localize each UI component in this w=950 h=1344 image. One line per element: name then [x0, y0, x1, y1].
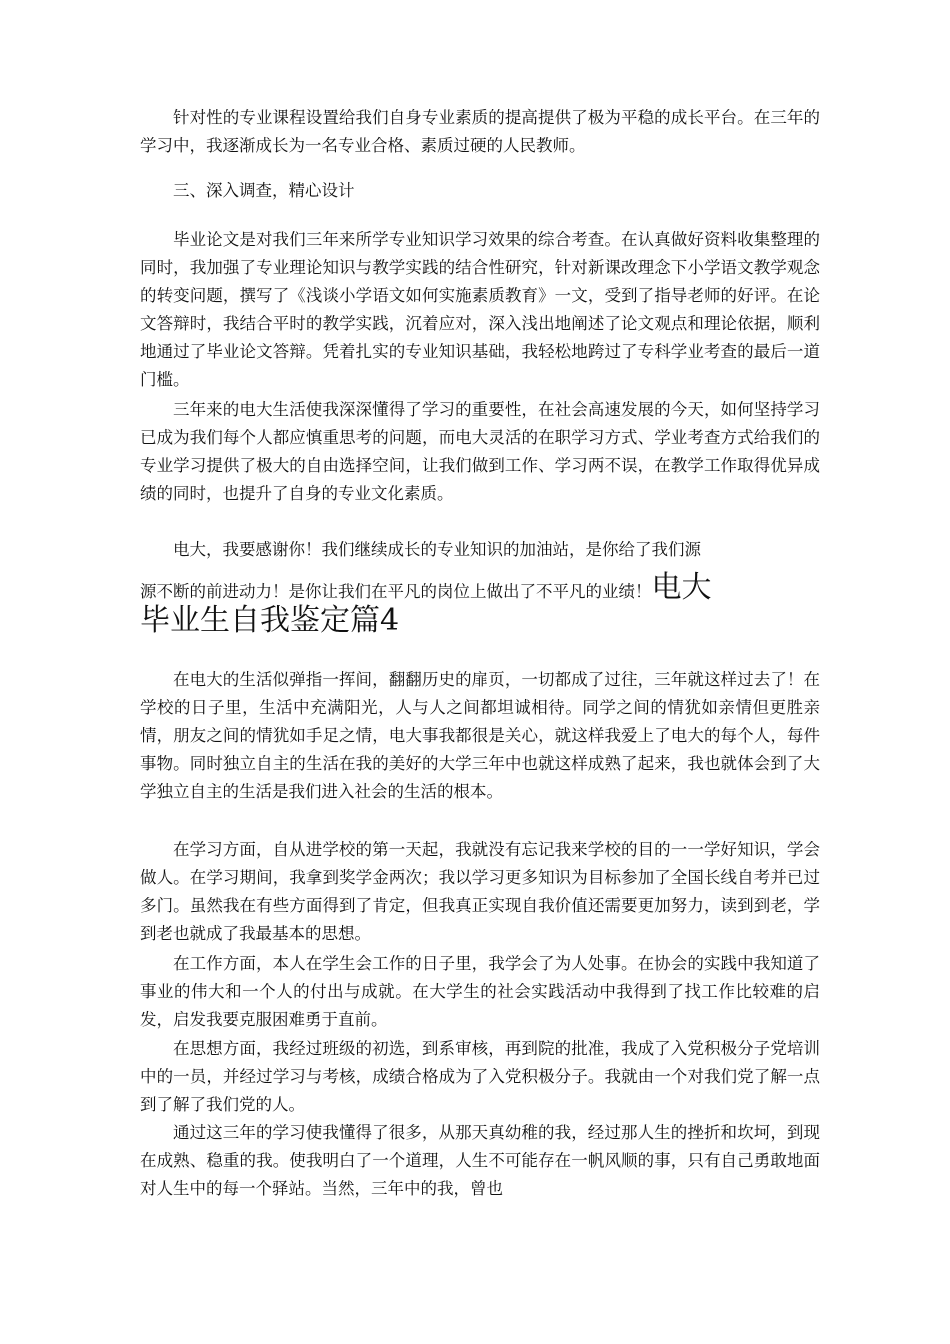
- paragraph-6: 在学习方面，自从进学校的第一天起，我就没有忘记我来学校的目的一一学好知识，学会做人。在学习期间，我拿到奖学金两次；我以学习更多知识为目标参加了全国长线自考并已过多门。虽然我在有些方面得到了肯定，但我真正实现自我价值还需要更加努力，读到到老，学到老也就成了我最基本的思想。: [140, 840, 820, 943]
- paragraph-4-line-2-with-title: [140, 568, 830, 608]
- paragraph-5: 在电大的生活似弹指一挥间，翻翻历史的扉页，一切都成了过往，三年就这样过去了！在学校的日子里，生活中充满阳光，人与人之间都坦诚相待。同学之间的情犹如亲情但更胜亲情，朋友之间的情犹如手足之情，电大事我都很是关心，就这样我爱上了电大的每个人，每件事物。同时独立自主的生活在我的美好的大学三年中也就这样成熟了起来，我也就体会到了大学独立自主的生活是我们进入社会的生活的根本。: [140, 670, 820, 801]
- paragraph-4-line-1: 电大，我要感谢你！我们继续成长的专业知识的加油站，是你给了我们源: [173, 540, 701, 559]
- paragraph-8: 在思想方面，我经过班级的初选，到系审核，再到院的批准，我成了入党积极分子党培训中的一员，并经过学习与考核，成绩合格成为了入党积极分子。我就由一个对我们党了解一点到了解了我们党的人。: [140, 1039, 820, 1114]
- paragraph-7: 在工作方面，本人在学生会工作的日子里，我学会了为人处事。在协会的实践中我知道了事业的伟大和一个人的付出与成就。在大学生的社会实践活动中我得到了找工作比较难的启发，启发我要克服困难勇于直前。: [140, 954, 820, 1029]
- paragraph-9: 通过这三年的学习使我懂得了很多，从那天真幼稚的我，经过那人生的挫折和坎坷，到现在成熟、稳重的我。使我明白了一个道理，人生不可能存在一帆风顺的事，只有自己勇敢地面对人生中的每一个驿站。当然，三年中的我，曾也: [140, 1123, 820, 1198]
- paragraph-4-line-2: 源不断的前进动力！是你让我们在平凡的岗位上做出了不平凡的业绩！: [140, 582, 652, 601]
- section-heading: 三、深入调查，精心设计: [173, 181, 355, 200]
- paragraph-3: 三年来的电大生活使我深深懂得了学习的重要性，在社会高速发展的今天，如何坚持学习已成为我们每个人都应慎重思考的问题，而电大灵活的在职学习方式、学业考查方式给我们的专业学习提供了极大的自由选择空间，让我们做到工作、学习两不误，在教学工作取得优异成绩的同时，也提升了自身的专业文化素质。: [140, 400, 820, 503]
- title-part-1: 电大: [651, 570, 712, 605]
- paragraph-2: 毕业论文是对我们三年来所学专业知识学习效果的综合考查。在认真做好资料收集整理的同时，我加强了专业理论知识与教学实践的结合性研究，针对新课改理念下小学语文教学观念的转变问题，撰写了《浅谈小学语文如何实施素质教育》一文，受到了指导老师的好评。在论文答辩时，我结合平时的教学实践，沉着应对，深入浅出地阐述了论文观点和理论依据，顺利地通过了毕业论文答辩。凭着扎实的专业知识基础，我轻松地跨过了专科学业考查的最后一道门槛。: [140, 230, 820, 389]
- title-part-2: 毕业生自我鉴定篇4: [140, 603, 400, 638]
- paragraph-1: 针对性的专业课程设置给我们自身专业素质的提高提供了极为平稳的成长平台。在三年的学习中，我逐渐成长为一名专业合格、素质过硬的人民教师。: [140, 108, 820, 155]
